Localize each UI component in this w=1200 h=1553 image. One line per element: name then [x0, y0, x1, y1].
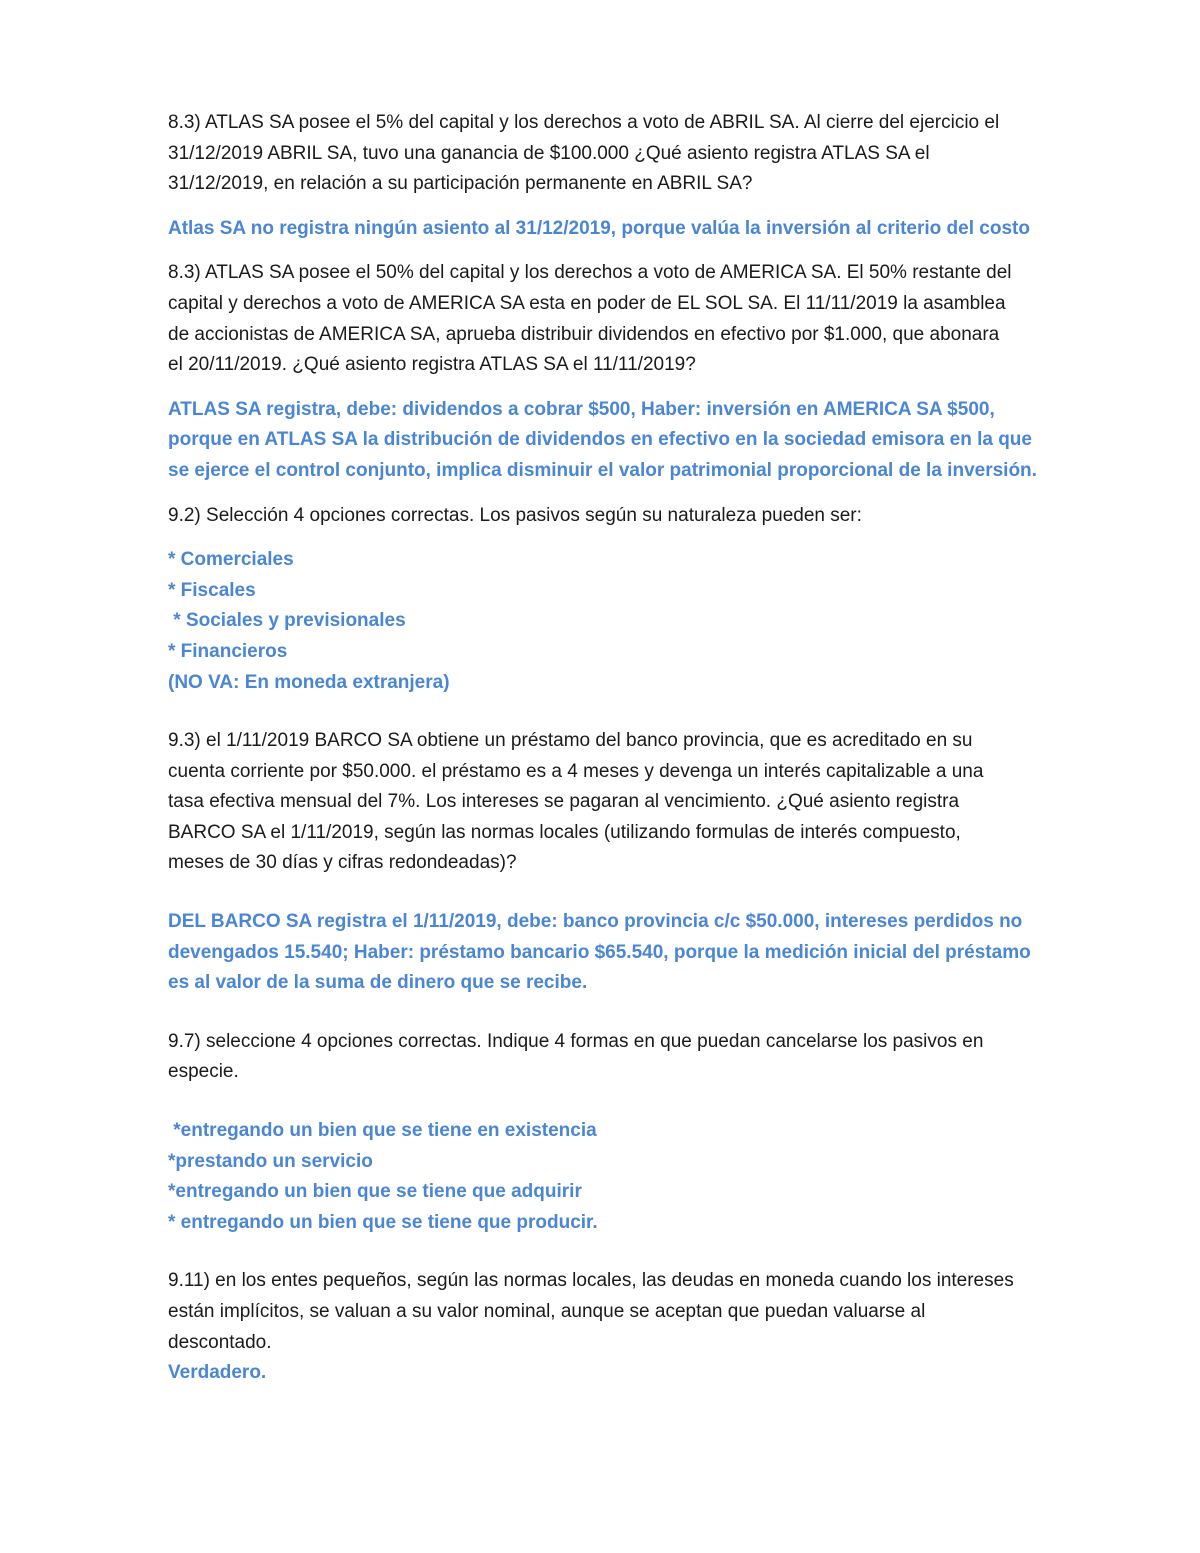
answer-9-11 — [168, 1358, 1040, 1389]
question-text-line: 8.3) ATLAS SA posee el 5% del capital y los derechos a voto de ABRIL SA. Al cierre del ejercicio el — [168, 112, 1000, 133]
answer-text-line: DEL BARCO SA registra el 1/11/2019, debe: banco provincia c/c $50.000, intereses perdidos no — [168, 911, 1023, 933]
answer-list-item: *entregando un bien que se tiene en existencia — [168, 1120, 597, 1142]
question-8-3-b — [168, 258, 1040, 380]
question-9-3 — [168, 726, 1040, 879]
question-text-line: 8.3) ATLAS SA posee el 50% del capital y los derechos a voto de AMERICA SA. El 50% restante del — [168, 262, 1012, 284]
answer-text-line: Atlas SA no registra ningún asiento al 31/12/2019, porque valúa la inversión al criterio del costo — [168, 217, 1030, 239]
answer-text-line: se ejerce el control conjunto, implica disminuir el valor patrimonial proporcional de la inversión. — [168, 459, 1037, 481]
answer-list-item: *entregando un bien que se tiene que adquirir — [168, 1181, 582, 1203]
answer-text-line: ATLAS SA registra, debe: dividendos a cobrar $500, Haber: inversión en AMERICA SA $500, — [168, 398, 995, 420]
question-text-line: 31/12/2019, en relación a su participación permanente en ABRIL SA? — [168, 173, 753, 195]
answer-text-line: es al valor de la suma de dinero que se recibe. — [168, 972, 588, 994]
answer-8-3-b — [168, 395, 1040, 487]
question-text-line: descontado. — [168, 1331, 272, 1353]
question-text-line: BARCO SA el 1/11/2019, según las normas locales (utilizando formulas de interés compuesto, — [168, 821, 961, 843]
question-text-line: 9.3) el 1/11/2019 BARCO SA obtiene un préstamo del banco provincia, que es acreditado en su — [168, 730, 973, 752]
question-8-3-a — [168, 108, 1040, 200]
answer-list-item: * Fiscales — [168, 579, 256, 601]
answer-list-item: *prestando un servicio — [168, 1150, 373, 1172]
question-text-line: 9.11) en los entes pequeños, según las normas locales, las deudas en moneda cuando los intereses — [168, 1270, 1014, 1292]
answer-text-line: Verdadero. — [168, 1362, 267, 1384]
answer-9-3 — [168, 907, 1040, 999]
question-text-line: meses de 30 días y cifras redondeadas)? — [168, 852, 517, 874]
question-text-line: 31/12/2019 ABRIL SA, tuvo una ganancia de $100.000 ¿Qué asiento registra ATLAS SA el — [168, 142, 930, 164]
answer-9-2 — [168, 545, 1040, 698]
question-9-11 — [168, 1266, 1040, 1358]
question-9-2 — [168, 501, 1040, 532]
answer-list-item: * Comerciales — [168, 549, 294, 571]
answer-list-item: * Financieros — [168, 640, 288, 662]
answer-8-3-a — [168, 214, 1040, 245]
answer-list-item: * Sociales y previsionales — [168, 610, 406, 632]
answer-note: (NO VA: En moneda extranjera) — [168, 671, 450, 693]
answer-list-item: * entregando un bien que se tiene que producir. — [168, 1211, 598, 1233]
answer-text-line: porque en ATLAS SA la distribución de dividendos en efectivo en la sociedad emisora en la que — [168, 429, 1032, 451]
question-text-line: el 20/11/2019. ¿Qué asiento registra ATLAS SA el 11/11/2019? — [168, 354, 696, 376]
question-text-line: de accionistas de AMERICA SA, aprueba distribuir dividendos en efectivo por $1.000, que abonara — [168, 323, 1000, 345]
question-text-line: 9.7) seleccione 4 opciones correctas. Indique 4 formas en que puedan cancelarse los pasivos en — [168, 1030, 984, 1052]
question-text-line: están implícitos, se valuan a su valor nominal, aunque se aceptan que puedan valuarse al — [168, 1301, 926, 1322]
question-text-line: especie. — [168, 1061, 239, 1083]
question-text-line: 9.2) Selección 4 opciones correctas. Los pasivos según su naturaleza pueden ser: — [168, 504, 862, 526]
question-text-line: tasa efectiva mensual del 7%. Los intereses se pagaran al vencimiento. ¿Qué asiento registra — [168, 791, 960, 813]
document-body — [168, 108, 1040, 1389]
question-text-line: cuenta corriente por $50.000. el préstamo es a 4 meses y devenga un interés capitalizable a una — [168, 760, 984, 782]
question-9-7 — [168, 1027, 1040, 1088]
answer-9-7 — [168, 1116, 1040, 1238]
answer-text-line: devengados 15.540; Haber: préstamo bancario $65.540, porque la medición inicial del préstamo — [168, 941, 1031, 963]
question-text-line: capital y derechos a voto de AMERICA SA esta en poder de EL SOL SA. El 11/11/2019 la asamblea — [168, 292, 1006, 314]
